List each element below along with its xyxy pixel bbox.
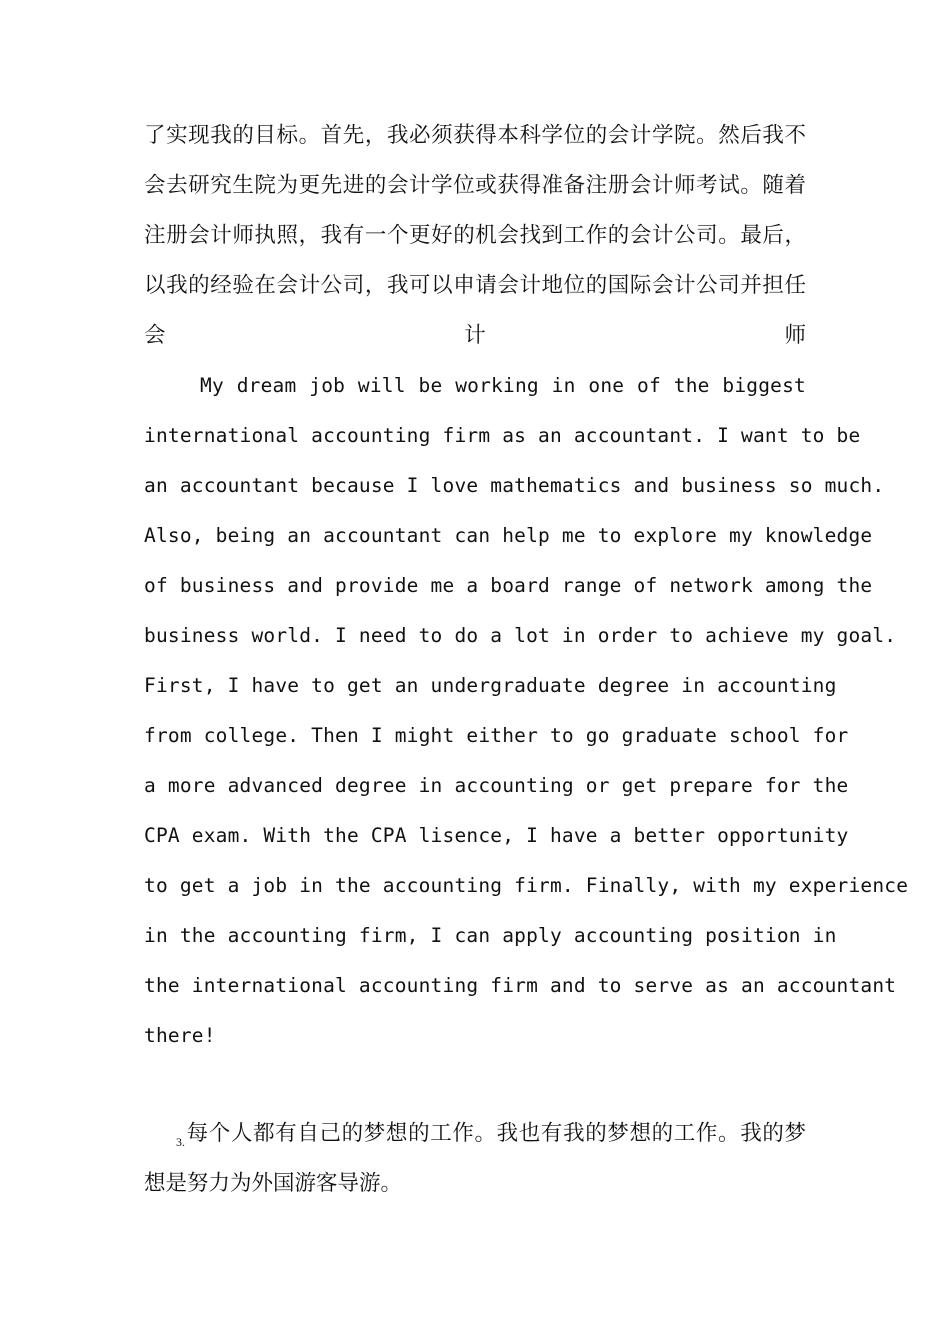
en-line-3: an accountant because I love mathematics and business so much. — [144, 474, 885, 497]
zh-line-1: 了实现我的目标。首先，我必须获得本科学位的会计学院。然后我不 — [144, 123, 806, 148]
zh-line-2: 会去研究生院为更先进的会计学位或获得准备注册会计师考试。随着 — [144, 173, 806, 198]
en-line-2: international accounting firm as an accountant. I want to be — [144, 424, 861, 447]
en-line-12: in the accounting firm, I can apply accounting position in — [144, 924, 837, 947]
en-line-10: CPA exam. With the CPA lisence, I have a better opportunity — [144, 824, 849, 847]
zh3-line-2: 想是努力为外国游客导游。 — [144, 1171, 403, 1196]
zh-spread-char-1: 会 — [144, 323, 166, 348]
en-line-13: the international accounting firm and to serve as an accountant — [144, 974, 897, 997]
zh-line-4: 以我的经验在会计公司，我可以申请会计地位的国际会计公司并担任 — [144, 273, 806, 298]
zh-spread-char-3: 师 — [784, 323, 806, 348]
zh-line-3: 注册会计师执照，我有一个更好的机会找到工作的会计公司。最后， — [144, 223, 806, 248]
zh3-line-1-text: 每个人都有自己的梦想的工作。我也有我的梦想的工作。我的梦 — [186, 1121, 806, 1146]
en-line-4: Also, being an accountant can help me to explore my knowledge — [144, 524, 873, 547]
en-line-1: My dream job will be working in one of the biggest — [200, 374, 806, 397]
paragraph-number: 3. — [176, 1135, 185, 1149]
zh3-line-1 — [176, 1114, 806, 1154]
en-line-11: to get a job in the accounting firm. Finally, with my experience — [144, 874, 909, 897]
en-line-8: from college. Then I might either to go graduate school for — [144, 724, 849, 747]
en-line-6: business world. I need to do a lot in order to achieve my goal. — [144, 624, 897, 647]
en-line-7: First, I have to get an undergraduate degree in accounting — [144, 674, 837, 697]
zh-line-5-spread — [144, 316, 806, 356]
en-line-14: there! — [144, 1024, 216, 1047]
zh-spread-char-2: 计 — [464, 323, 486, 348]
en-line-9: a more advanced degree in accounting or get prepare for the — [144, 774, 849, 797]
en-line-5: of business and provide me a board range of network among the — [144, 574, 873, 597]
